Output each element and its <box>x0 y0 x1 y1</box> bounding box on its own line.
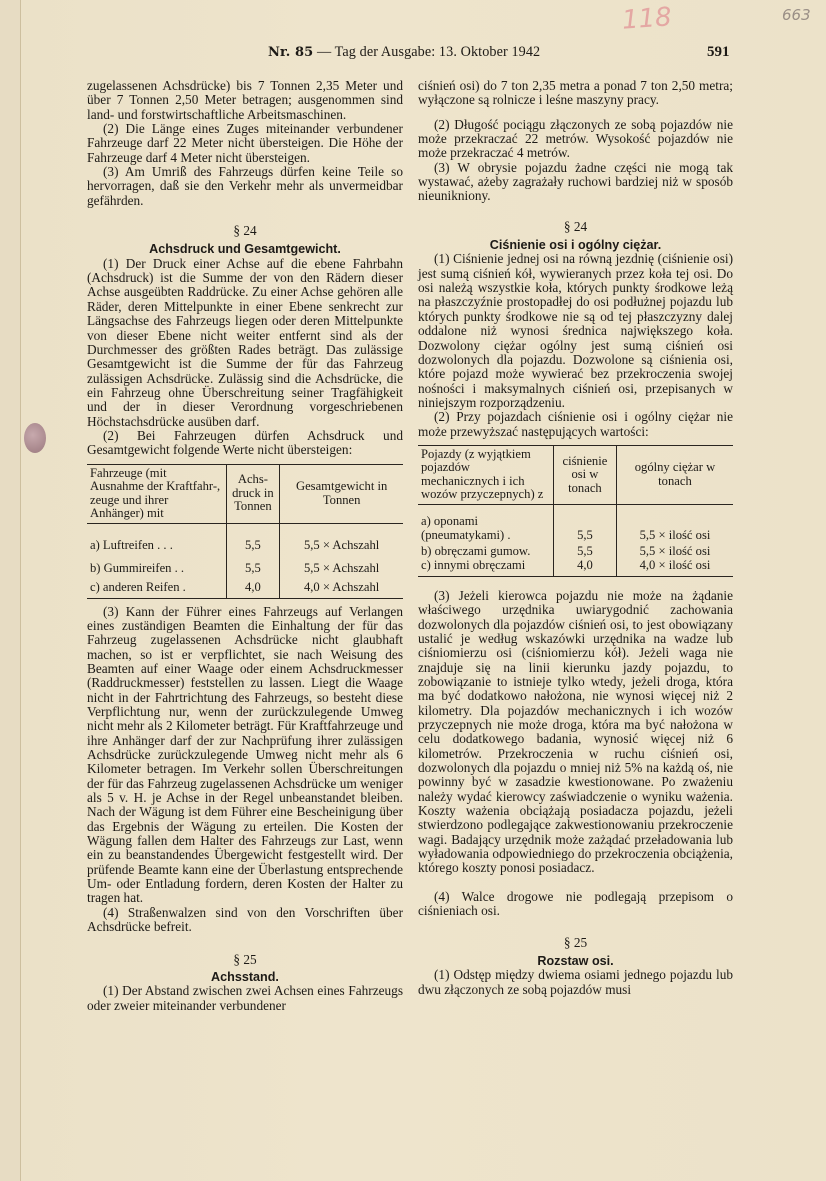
table-cell: 4,0 × ilość osi <box>616 558 733 576</box>
table-header: Fahrzeuge (mit Ausnahme der Kraftfahr-, zeuge und ihrer Anhänger) mit <box>87 464 226 523</box>
table-cell: 5,5 × Achszahl <box>280 552 403 575</box>
table-header: ciśnienie osi w tonach <box>553 445 616 504</box>
issue-date: — Tag der Ausgabe: 13. Oktober 1942 <box>316 44 541 60</box>
german-column <box>87 79 403 1013</box>
table-cell: 4,0 <box>226 575 280 598</box>
table-cell: c) anderen Reifen . <box>87 575 226 598</box>
limits-table <box>418 445 733 577</box>
table-header: Gesamtgewicht in Tonnen <box>280 464 403 523</box>
section-number: § 24 <box>563 218 588 234</box>
page-number: 591 <box>707 44 730 60</box>
paragraph: (1) Odstęp między dwiema osiami jednego pojazdu lub dwu złączonych ze sobą pojazdów musi <box>418 967 733 997</box>
pencil-note-red: 118 <box>621 2 673 36</box>
paragraph: (3) W obrysie pojazdu żadne części nie mogą tak wystawać, ażeby zagrażały ruchowi bardziej niż w sposób nieunikniony. <box>418 159 733 204</box>
table-cell: c) innymi obręczami <box>418 558 553 576</box>
section-title: Rozstaw osi. <box>537 953 614 968</box>
paragraph: (1) Ciśnienie jednej osi na równą jezdnię (ciśnienie osi) jest sumą ciśnień kół, wywieranych przez koła tej osi. Do osi należą wszystkie koła, których punkty środkowe leżą na płaszczyźnie prostopadłej do osi podłużnej pojazdu lub których punkty środkowe nie są od tej płaszczyzny dalej oddalone niż wynosi średnica największego koła. Dozwolony ciężar ogólny jest sumą ciśnień osi dozwolonych dla pojazdu. Dozwolone są ciśnienia osi, które pojazd może wywierać bez przekroczenia swojej nośności i maksymalnych ciśnień osi, przepisanych w niniejszym rozporządzeniu. <box>418 251 733 410</box>
paragraph: (2) Bei Fahrzeugen dürfen Achsdruck und Gesamtgewicht folgende Werte nicht übersteigen: <box>87 427 403 458</box>
pencil-note-corner: 663 <box>782 6 811 24</box>
table-cell: 5,5 × Achszahl <box>280 523 403 552</box>
table-cell: 5,5 <box>226 552 280 575</box>
table-cell: 5,5 × ilość osi <box>616 504 733 542</box>
paragraph: (2) Długość pociągu złączonych ze sobą pojazdów nie może przekraczać 22 metrów. Wysokość pojazdów nie może przekraczać 4 metrów. <box>418 116 733 161</box>
table-cell: 4,0 × Achszahl <box>280 575 403 598</box>
section-title: Achsstand. <box>211 969 279 984</box>
table-cell: b) Gummireifen . . <box>90 560 185 575</box>
paragraph: (2) Przy pojazdach ciśnienie osi i ogólny ciężar nie może przewyższać następujących wartości: <box>418 409 733 439</box>
paragraph: ciśnień osi) do 7 ton 2,35 metra a ponad 7 ton 2,50 metra; wyłączone są rolnicze i leśne maszyny pracy. <box>418 78 733 108</box>
paragraph: (4) Walce drogowe nie podlegają przepisom o ciśnieniach osi. <box>418 888 733 919</box>
table-cell: 5,5 <box>553 542 616 558</box>
table-header: Achs-druck in Tonnen <box>226 464 280 523</box>
paragraph: (2) Die Länge eines Zuges miteinander verbundener Fahrzeuge darf 22 Meter nicht übersteigen. Die Höhe der Fahrzeuge darf 4 Meter nicht übersteigen. <box>87 121 403 165</box>
running-header <box>268 44 540 61</box>
table-cell: 4,0 <box>553 558 616 576</box>
paragraph: (1) Der Abstand zwischen zwei Achsen eines Fahrzeugs oder zweier miteinander verbundener <box>87 983 403 1013</box>
punch-hole <box>24 423 46 453</box>
table-cell: 5,5 <box>226 523 280 552</box>
paragraph: (3) Kann der Führer eines Fahrzeugs auf Verlangen eines zuständigen Beamten die Einhaltung der für das Fahrzeug zugelassenen Achsdrücke nicht glaubhaft machen, so ist er verpflichtet, sie nach Weisung des Beamten auf einer Waage oder einem Achsdruckmesser (Raddruckmesser) feststellen zu lassen. Liegt die Waage nicht in der Fahrtrichtung des Fahrzeugs, so besteht diese Verpflichtung nur, wenn der zurückzulegende Umweg nicht mehr als 2 Kilometer beträgt. Für Kraftfahrzeuge und ihre Anhänger darf der zur Nachprüfung ihrer zulässigen Achsdrücke zurückzulegende Umweg nicht mehr als 6 Kilometer betragen. Im Verkehr sollen Überschreitungen der für das Fahrzeug zugelassenen Achsdrücke um weniger als 5 v. H. je Achse in der Regel unbeanstandet bleiben. Nach der Wägung ist dem Führer eine Bescheinigung über das Ergebnis der Wägung zu erteilen. Die Kosten der Wägung fallen dem Halter des Fahrzeugs zur Last, wenn ein zu beanstandendes Übergewicht festgestellt wird. Der prüfende Beamte kann eine der Überlastung entsprechende Um- oder Entladung fordern, deren Kosten der Halter zu tragen hat. <box>87 603 403 906</box>
section-title: Ciśnienie osi i ogólny ciężar. <box>489 238 662 253</box>
table-cell: a) Luftreifen . . . <box>90 537 173 552</box>
section-number: § 25 <box>563 935 588 951</box>
section-number: § 25 <box>233 951 257 967</box>
paragraph: zugelassenen Achsdrücke) bis 7 Tonnen 2,35 Meter und über 7 Tonnen 2,50 Meter betragen; ausgenommen sind land- und forstwirtschaftliche Arbeitsmaschinen. <box>87 78 403 122</box>
polish-column <box>418 79 733 997</box>
limits-table <box>87 464 403 599</box>
section-number: § 24 <box>233 223 257 239</box>
table-header: ogólny ciężar w tonach <box>616 445 733 504</box>
table-cell: 5,5 × ilość osi <box>616 542 733 558</box>
paragraph: (3) Am Umriß des Fahrzeugs dürfen keine Teile so hervorragen, daß sie den Verkehr mehr als unvermeidbar gefährden. <box>87 164 403 208</box>
table-header: Pojazdy (z wyjątkiem pojazdów mechanicznych i ich wozów przyczepnych) z <box>418 445 553 504</box>
paragraph: (1) Der Druck einer Achse auf die ebene Fahrbahn (Achsdruck) ist die Summe der von den Rädern dieser Achse ausgeübten Raddrücke. Zu einer Achse gehören alle Räder, deren Mittelpunkte in einer Ebene senkrecht zur Längsachse des Fahrzeugs liegen oder deren Mittelpunkte von dieser Ebene nicht weiter entfernt sind als der Durchmesser des größten Rades beträgt. Das zulässige Gesamtgewicht ist die Summe der für das Fahrzeug zulässigen Achsdrücke. Zulässig sind die Achsdrücke, die ein Fahrzeug ohne Überschreitung seiner Tragfähigkeit und der in dieser Verordnung vorgeschriebenen Höchstachsdrücke ausüben darf. <box>87 255 403 429</box>
paragraph: (3) Jeżeli kierowca pojazdu nie może na żądanie właściwego urzędnika uwiarygodnić zachowania dozwolonych dla pojazdów ciśnień osi, to jest obowiązany ustalić je według wskazówki urzędnika na wadze lub ciśniomierzu osi (ciśniomierzu kół). Jeżeli waga nie znajduje się na linii kierunku jazdy pojazdu, to zobowiązanie to istnieje tylko wtedy, jeżeli droga, która ma być dodatkowo nałożona, nie wynosi więcej niż 2 kilometry. Dla pojazdów mechanicznych i ich wozów przyczepnych nie może droga, która ma być nałożona w celu dodatkowego badania, wynosić więcej niż 6 kilometrów. Przekroczenia w ruchu ciśnień osi, dozwolonych dla pojazdu o mniej niż 5% na każdą oś, nie powinny być w zasadzie kwestionowane. Po zważeniu należy wydać kierowcy zaświadczenie o wyniku ważenia. Koszty ważenia obciążają posiadacza pojazdu, jeżeli stwierdzono podlegające zakwestionowaniu przekroczenie wagi. Badający urzędnik może zażądać przeładowania lub wyładowania odpowiedniego do przekroczenia obciążenia, którego koszty ponosi posiadacz. <box>418 587 733 876</box>
table-cell: b) obręczami gumow. <box>421 543 531 558</box>
table-cell: 5,5 <box>553 504 616 542</box>
table-cell: a) oponami (pneumatykami) . <box>421 514 511 542</box>
section-title: Achsdruck und Gesamtgewicht. <box>149 242 341 257</box>
paragraph: (4) Straßenwalzen sind von den Vorschriften über Achsdrücke befreit. <box>87 904 403 935</box>
issue-number: Nr. 85 <box>268 45 314 60</box>
